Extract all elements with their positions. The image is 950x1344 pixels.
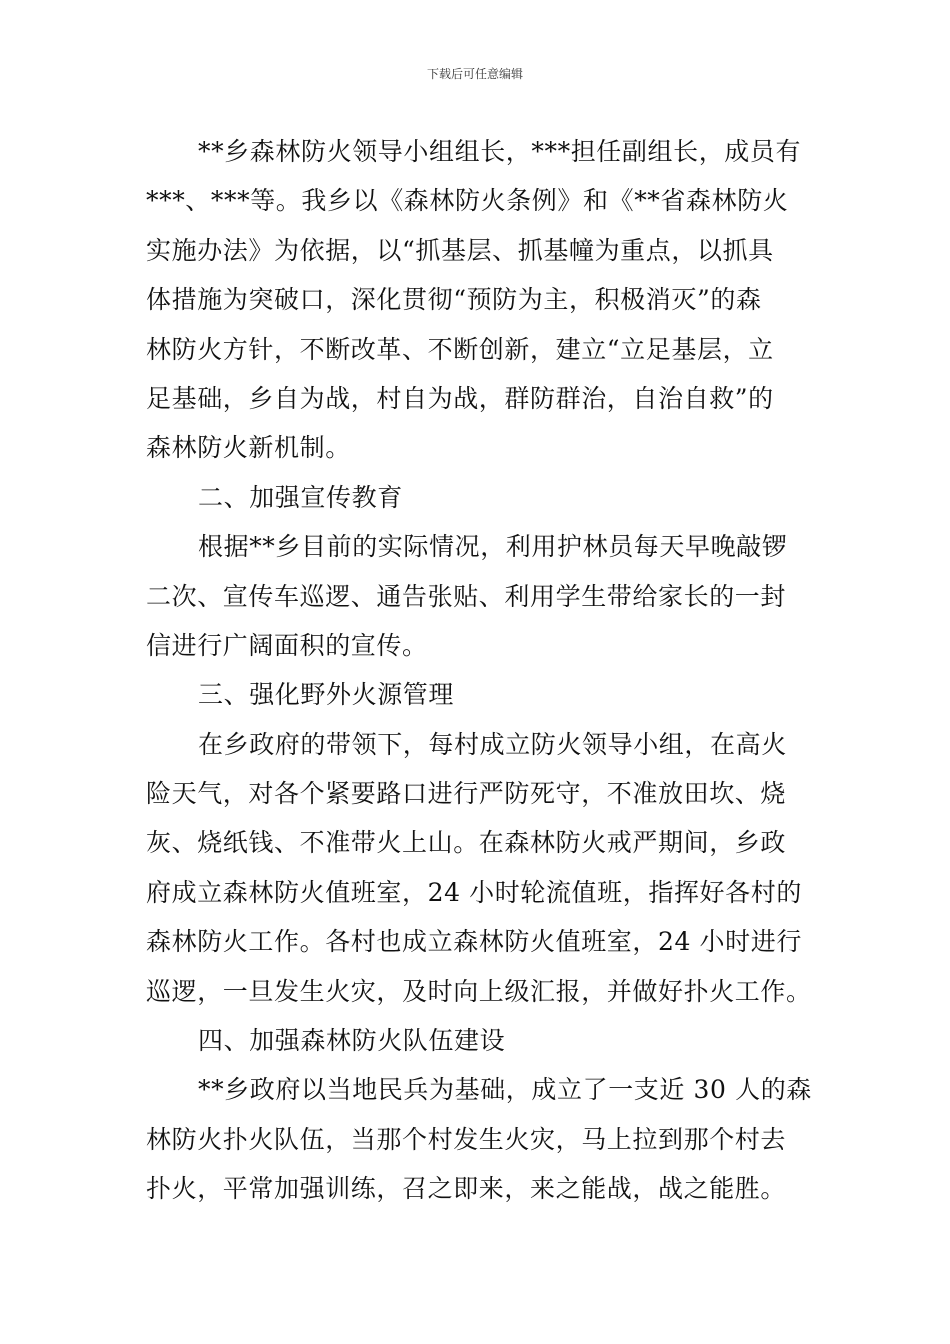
paragraph-line: 林防火扑火队伍，当那个村发生火灾，马上拉到那个村去 [146,1124,787,1154]
paragraph-line: 信进行广阔面积的宣传。 [146,630,428,660]
paragraph-line: **乡森林防火领导小组组长，***担任副组长，成员有 [198,137,802,166]
paragraph-line: **乡政府以当地民兵为基础，成立了一支近 30 人的森 [198,1075,812,1105]
paragraph-line: 巡逻，一旦发生火灾，及时向上级汇报，并做好扑火工作。 [146,976,812,1006]
section-heading: 三、强化野外火源管理 [198,680,455,710]
paragraph-line: 林防火方针，不断改革、不断创新，建立“立足基层，立 [146,334,774,364]
paragraph-line: 在乡政府的带领下，每村成立防火领导小组，在高火 [198,729,787,759]
section-heading: 四、加强森林防火队伍建设 [198,1026,506,1056]
paragraph-line: 二次、宣传车巡逻、通告张贴、利用学生带给家长的一封 [146,581,787,611]
page-header-note: 下载后可任意编辑 [426,67,523,81]
section-heading: 二、加强宣传教育 [198,482,403,512]
paragraph-line: 足基础，乡自为战，村自为战，群防群治，自治自救”的 [146,383,774,413]
paragraph-line: 实施办法》为依据，以“抓基层、抓基幢为重点，以抓具 [146,235,774,265]
paragraph-line: 根据**乡目前的实际情况，利用护林员每天早晚敲锣 [198,532,788,562]
paragraph-line: 扑火，平常加强训练，召之即来，来之能战，战之能胜。 [146,1174,787,1204]
paragraph-line: 府成立森林防火值班室，24 小时轮流值班，指挥好各村的 [146,877,802,907]
paragraph-line: 森林防火工作。各村也成立森林防火值班室，24 小时进行 [146,927,802,957]
paragraph-line: 体措施为突破口，深化贯彻“预防为主，积极消灭”的森 [146,285,762,315]
paragraph-line: 森林防火新机制。 [146,433,351,463]
paragraph-line: ***、***等。我乡以《森林防火条例》和《**省森林防火 [146,186,789,216]
document-body [146,127,812,1214]
paragraph-line: 灰、烧纸钱、不准带火上山。在森林防火戒严期间，乡政 [146,828,787,858]
paragraph-line: 险天气，对各个紧要路口进行严防死守，不准放田坎、烧 [146,779,787,809]
